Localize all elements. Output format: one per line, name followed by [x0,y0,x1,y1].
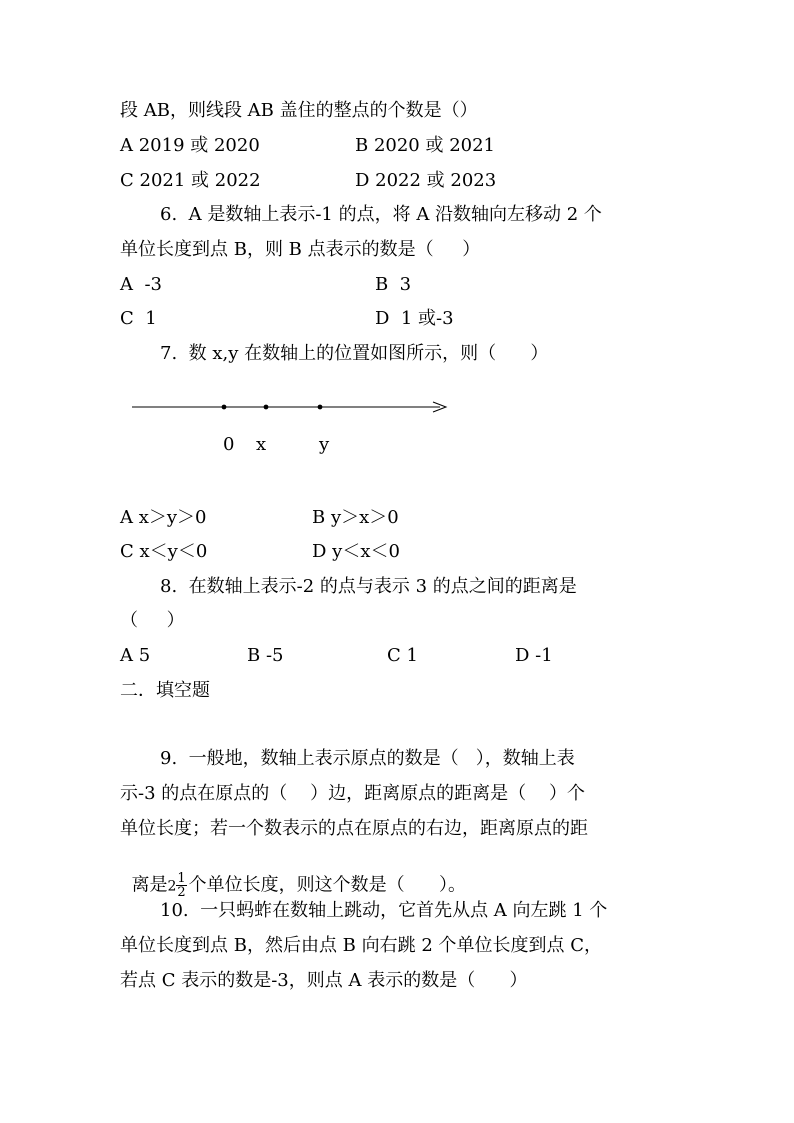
fraction-denominator: 2 [177,885,186,900]
mixed-number-fraction [176,872,186,899]
q9-line4-suffix: 个单位长度，则这个数是（ ）。 [188,874,466,896]
q7-option-d: D y＜x＜0 [312,541,400,562]
q9-text-line3: 单位长度；若一个数表示的点在原点的右边，距离原点的距 [120,818,588,839]
q7-option-b: B y＞x＞0 [312,507,399,528]
axis-label-x: x [256,434,267,455]
q5-option-b: B 2020 或 2021 [355,135,496,156]
fraction-numerator: 1 [177,871,186,886]
q10-text-line1: 10. 一只蚂蚱在数轴上跳动，它首先从点 A 向左跳 1 个 [160,900,608,921]
q9-line4-prefix: 离是 [131,874,168,896]
section-heading-fill-in: 二．填空题 [120,680,210,701]
axis-label-y: y [319,434,330,455]
point-zero-dot [222,405,227,410]
q8-option-b: B -5 [247,645,284,666]
q10-text-line3: 若点 C 表示的数是-3，则点 A 表示的数是（ ） [120,970,528,991]
number-line-figure [0,0,794,470]
q8-option-a: A 5 [120,645,151,666]
q9-text-line1: 9. 一般地，数轴上表示原点的数是（ ），数轴上表 [160,748,575,769]
point-y-dot [318,405,323,410]
q7-text: 7. 数 x,y 在数轴上的位置如图所示，则（ ） [160,343,549,364]
q7-option-a: A x＞y＞0 [120,507,207,528]
mixed-number-whole: 2 [167,878,177,895]
q8-option-d: D -1 [515,645,553,666]
q5-option-a: A 2019 或 2020 [120,135,260,156]
axis-label-zero: 0 [223,434,235,455]
q5-option-d: D 2022 或 2023 [355,170,497,191]
q6-option-d: D 1 或-3 [375,308,454,329]
q6-option-a: A -3 [120,274,162,295]
q6-text-line1: 6. A 是数轴上表示-1 的点，将 A 沿数轴向左移动 2 个 [160,204,602,225]
q10-text-line2: 单位长度到点 B，然后由点 B 向右跳 2 个单位长度到点 C， [120,935,603,956]
q5-option-c: C 2021 或 2022 [120,170,261,191]
q8-text-line2: （ ） [120,610,185,631]
q9-text-line4 [120,850,466,899]
q9-text-line2: 示-3 的点在原点的（ ）边，距离原点的距离是（ ）个 [120,783,586,804]
q8-option-c: C 1 [387,645,418,666]
q8-text-line1: 8. 在数轴上表示-2 的点与表示 3 的点之间的距离是 [160,576,577,597]
point-x-dot [264,405,269,410]
q7-option-c: C x＜y＜0 [120,541,208,562]
q6-option-b: B 3 [375,274,412,295]
q6-text-line2: 单位长度到点 B，则 B 点表示的数是（ ） [120,239,481,260]
q5-text: 段 AB，则线段 AB 盖住的整点的个数是（） [120,100,478,121]
q6-option-c: C 1 [120,308,157,329]
